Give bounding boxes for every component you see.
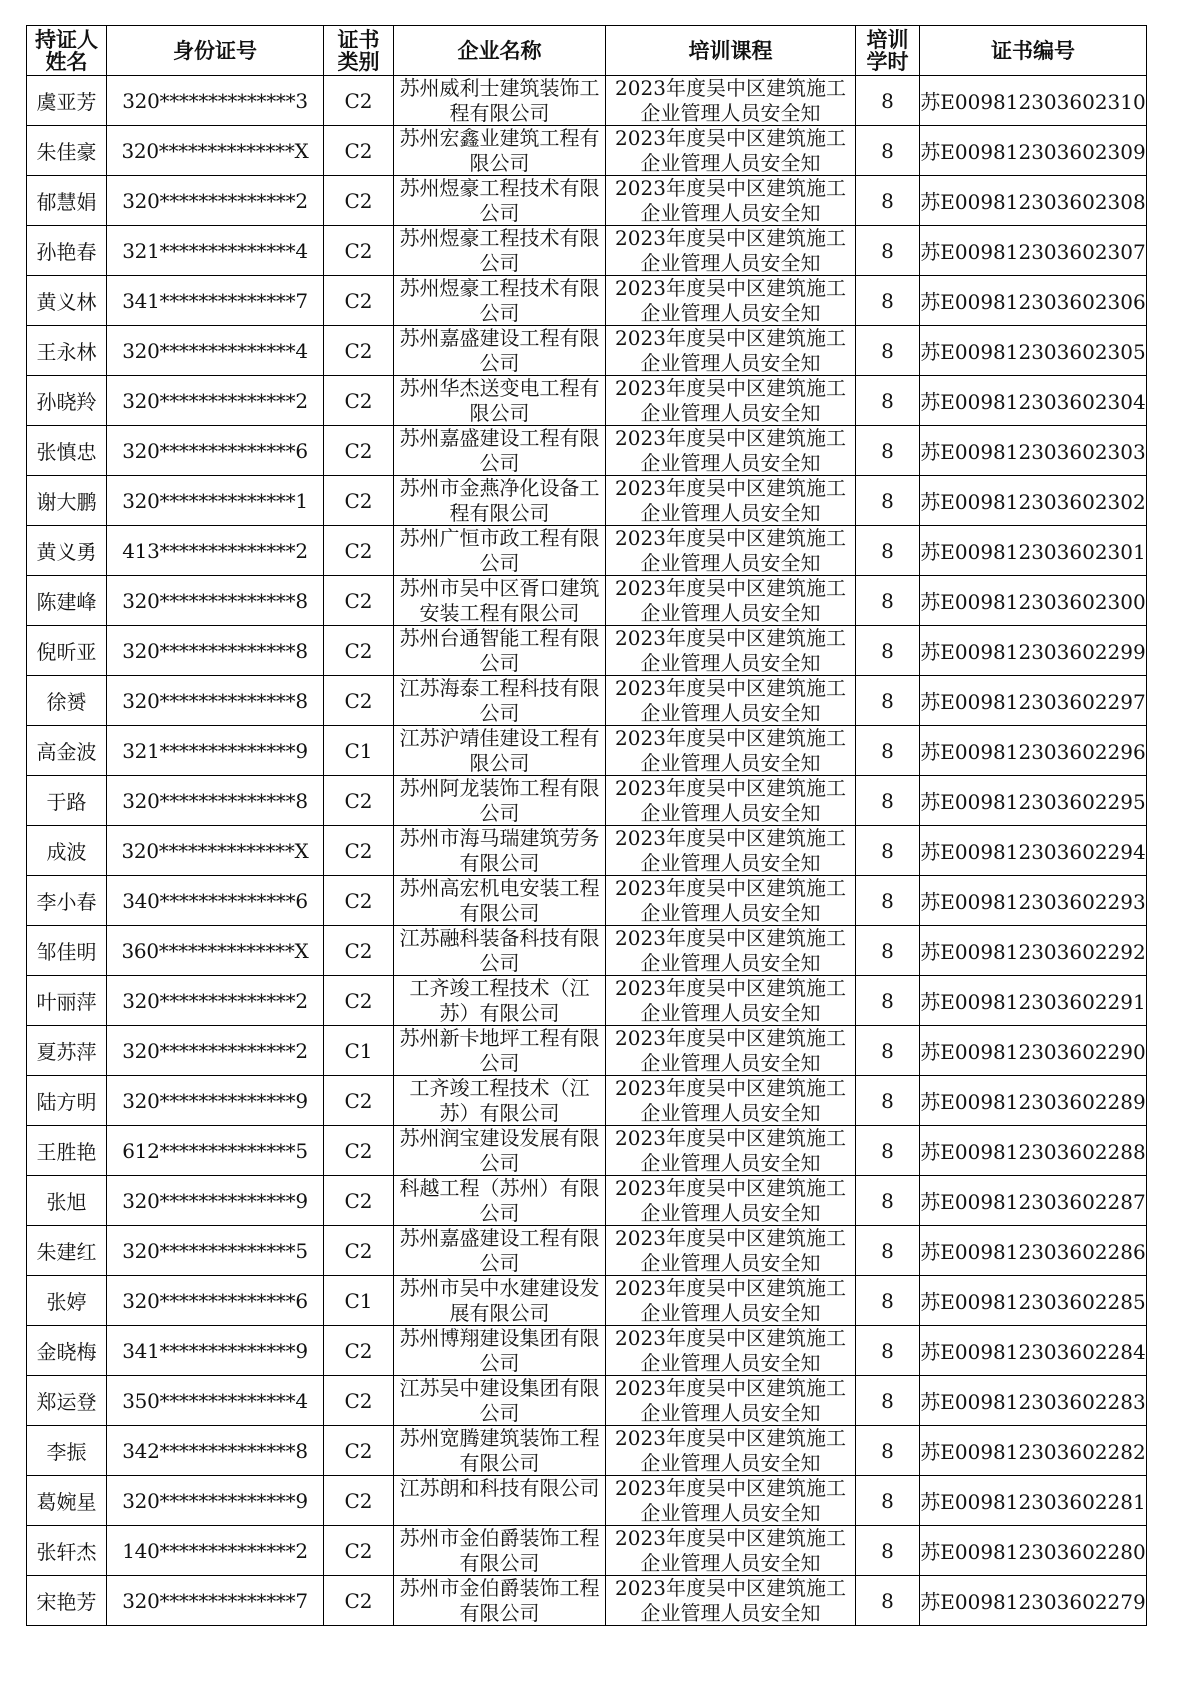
cell-company: 江苏沪靖佳建设工程有限公司 [394, 726, 606, 776]
cell-hours: 8 [856, 526, 920, 576]
table-row [27, 1526, 1147, 1576]
cell-id: 413**************2 [107, 526, 324, 576]
cell-id: 341**************7 [107, 276, 324, 326]
cell-name: 王胜艳 [27, 1126, 107, 1176]
table-row [27, 1376, 1147, 1426]
header-row [27, 26, 1147, 76]
table-row [27, 376, 1147, 426]
cell-course: 2023年度吴中区建筑施工企业管理人员安全知 [606, 1476, 856, 1526]
cell-cert: 苏E009812303602309 [920, 126, 1147, 176]
cell-hours: 8 [856, 826, 920, 876]
cell-course: 2023年度吴中区建筑施工企业管理人员安全知 [606, 576, 856, 626]
cell-cert: 苏E009812303602291 [920, 976, 1147, 1026]
cell-id: 320**************6 [107, 1276, 324, 1326]
cell-name: 张旭 [27, 1176, 107, 1226]
cell-company: 苏州市金燕净化设备工程有限公司 [394, 476, 606, 526]
cell-course: 2023年度吴中区建筑施工企业管理人员安全知 [606, 276, 856, 326]
cell-id: 320**************2 [107, 976, 324, 1026]
cell-company: 工齐竣工程技术（江苏）有限公司 [394, 1076, 606, 1126]
table-row [27, 826, 1147, 876]
cell-category: C2 [324, 1226, 394, 1276]
cell-company: 江苏海泰工程科技有限公司 [394, 676, 606, 726]
cell-cert: 苏E009812303602296 [920, 726, 1147, 776]
cell-hours: 8 [856, 776, 920, 826]
table-row [27, 226, 1147, 276]
cell-course: 2023年度吴中区建筑施工企业管理人员安全知 [606, 1176, 856, 1226]
cell-cert: 苏E009812303602284 [920, 1326, 1147, 1376]
cell-id: 320**************8 [107, 626, 324, 676]
cell-course: 2023年度吴中区建筑施工企业管理人员安全知 [606, 526, 856, 576]
cell-name: 张轩杰 [27, 1526, 107, 1576]
cell-name: 高金波 [27, 726, 107, 776]
cell-course: 2023年度吴中区建筑施工企业管理人员安全知 [606, 1226, 856, 1276]
cell-cert: 苏E009812303602283 [920, 1376, 1147, 1426]
table-row [27, 1126, 1147, 1176]
cell-name: 邹佳明 [27, 926, 107, 976]
table-row [27, 1226, 1147, 1276]
cell-category: C2 [324, 1076, 394, 1126]
cell-hours: 8 [856, 1526, 920, 1576]
cell-company: 江苏吴中建设集团有限公司 [394, 1376, 606, 1426]
cell-course: 2023年度吴中区建筑施工企业管理人员安全知 [606, 1326, 856, 1376]
table-row [27, 926, 1147, 976]
cell-company: 苏州广恒市政工程有限公司 [394, 526, 606, 576]
cell-id: 320**************2 [107, 1026, 324, 1076]
cell-company: 苏州博翔建设集团有限公司 [394, 1326, 606, 1376]
cell-company: 苏州市金伯爵装饰工程有限公司 [394, 1526, 606, 1576]
cell-course: 2023年度吴中区建筑施工企业管理人员安全知 [606, 126, 856, 176]
cell-course: 2023年度吴中区建筑施工企业管理人员安全知 [606, 1276, 856, 1326]
cell-course: 2023年度吴中区建筑施工企业管理人员安全知 [606, 426, 856, 476]
cell-category: C2 [324, 426, 394, 476]
cell-hours: 8 [856, 576, 920, 626]
cell-hours: 8 [856, 1326, 920, 1376]
cell-category: C1 [324, 1026, 394, 1076]
cell-hours: 8 [856, 226, 920, 276]
cell-cert: 苏E009812303602304 [920, 376, 1147, 426]
cell-id: 321**************4 [107, 226, 324, 276]
cell-cert: 苏E009812303602289 [920, 1076, 1147, 1126]
cell-company: 苏州宏鑫业建筑工程有限公司 [394, 126, 606, 176]
table-row [27, 1176, 1147, 1226]
cell-id: 320**************2 [107, 376, 324, 426]
cell-course: 2023年度吴中区建筑施工企业管理人员安全知 [606, 726, 856, 776]
table-row [27, 526, 1147, 576]
cell-category: C2 [324, 526, 394, 576]
cell-id: 320**************1 [107, 476, 324, 526]
cell-name: 金晓梅 [27, 1326, 107, 1376]
table-row [27, 426, 1147, 476]
cell-category: C2 [324, 676, 394, 726]
table-row [27, 676, 1147, 726]
cell-hours: 8 [856, 1376, 920, 1426]
header-cert: 证书编号 [920, 26, 1147, 76]
cell-category: C2 [324, 326, 394, 376]
cell-hours: 8 [856, 1426, 920, 1476]
cell-id: 320**************2 [107, 176, 324, 226]
cell-company: 工齐竣工程技术（江苏）有限公司 [394, 976, 606, 1026]
header-name: 持证人姓名 [27, 26, 107, 76]
table-row [27, 1276, 1147, 1326]
cell-id: 350**************4 [107, 1376, 324, 1426]
cell-cert: 苏E009812303602286 [920, 1226, 1147, 1276]
cell-hours: 8 [856, 1126, 920, 1176]
table-header [27, 26, 1147, 76]
table-row [27, 1326, 1147, 1376]
cell-hours: 8 [856, 176, 920, 226]
table-row [27, 176, 1147, 226]
cell-company: 江苏融科装备科技有限公司 [394, 926, 606, 976]
cell-name: 李小春 [27, 876, 107, 926]
cell-name: 李振 [27, 1426, 107, 1476]
cell-course: 2023年度吴中区建筑施工企业管理人员安全知 [606, 976, 856, 1026]
cell-name: 孙艳春 [27, 226, 107, 276]
cell-id: 320**************8 [107, 576, 324, 626]
cell-cert: 苏E009812303602307 [920, 226, 1147, 276]
cell-cert: 苏E009812303602292 [920, 926, 1147, 976]
table-row [27, 326, 1147, 376]
cell-category: C2 [324, 1476, 394, 1526]
cell-cert: 苏E009812303602293 [920, 876, 1147, 926]
cell-hours: 8 [856, 726, 920, 776]
table-row [27, 776, 1147, 826]
cell-cert: 苏E009812303602295 [920, 776, 1147, 826]
cell-cert: 苏E009812303602306 [920, 276, 1147, 326]
cell-name: 成波 [27, 826, 107, 876]
table-row [27, 1026, 1147, 1076]
cell-category: C2 [324, 1526, 394, 1576]
cell-id: 140**************2 [107, 1526, 324, 1576]
cell-cert: 苏E009812303602285 [920, 1276, 1147, 1326]
cell-course: 2023年度吴中区建筑施工企业管理人员安全知 [606, 326, 856, 376]
cell-cert: 苏E009812303602279 [920, 1576, 1147, 1626]
cell-company: 苏州高宏机电安装工程有限公司 [394, 876, 606, 926]
cell-cert: 苏E009812303602302 [920, 476, 1147, 526]
cell-course: 2023年度吴中区建筑施工企业管理人员安全知 [606, 926, 856, 976]
header-hours: 培训学时 [856, 26, 920, 76]
cell-cert: 苏E009812303602288 [920, 1126, 1147, 1176]
cell-course: 2023年度吴中区建筑施工企业管理人员安全知 [606, 1426, 856, 1476]
cell-name: 夏苏萍 [27, 1026, 107, 1076]
cell-category: C2 [324, 1176, 394, 1226]
cell-category: C2 [324, 76, 394, 126]
cell-hours: 8 [856, 1576, 920, 1626]
cell-id: 340**************6 [107, 876, 324, 926]
cell-name: 叶丽萍 [27, 976, 107, 1026]
cell-id: 320**************6 [107, 426, 324, 476]
cell-category: C2 [324, 926, 394, 976]
cell-name: 于路 [27, 776, 107, 826]
cell-category: C2 [324, 376, 394, 426]
cell-cert: 苏E009812303602303 [920, 426, 1147, 476]
cell-course: 2023年度吴中区建筑施工企业管理人员安全知 [606, 476, 856, 526]
cell-name: 朱佳豪 [27, 126, 107, 176]
cell-company: 苏州煜豪工程技术有限公司 [394, 226, 606, 276]
cell-company: 苏州宽腾建筑装饰工程有限公司 [394, 1426, 606, 1476]
cell-hours: 8 [856, 1176, 920, 1226]
cell-category: C2 [324, 876, 394, 926]
cell-hours: 8 [856, 676, 920, 726]
cell-id: 612**************5 [107, 1126, 324, 1176]
table-row [27, 626, 1147, 676]
table-row [27, 1476, 1147, 1526]
cell-company: 苏州阿龙装饰工程有限公司 [394, 776, 606, 826]
table-row [27, 1426, 1147, 1476]
cell-hours: 8 [856, 476, 920, 526]
cell-name: 郑运登 [27, 1376, 107, 1426]
cell-cert: 苏E009812303602282 [920, 1426, 1147, 1476]
cell-name: 王永林 [27, 326, 107, 376]
cell-hours: 8 [856, 126, 920, 176]
cell-name: 虞亚芳 [27, 76, 107, 126]
cell-course: 2023年度吴中区建筑施工企业管理人员安全知 [606, 1376, 856, 1426]
cell-name: 葛婉星 [27, 1476, 107, 1526]
cell-cert: 苏E009812303602280 [920, 1526, 1147, 1576]
table-row [27, 1076, 1147, 1126]
cell-cert: 苏E009812303602310 [920, 76, 1147, 126]
cell-name: 谢大鹏 [27, 476, 107, 526]
cell-course: 2023年度吴中区建筑施工企业管理人员安全知 [606, 826, 856, 876]
cell-company: 苏州台通智能工程有限公司 [394, 626, 606, 676]
cell-category: C2 [324, 1576, 394, 1626]
cell-course: 2023年度吴中区建筑施工企业管理人员安全知 [606, 1076, 856, 1126]
cell-category: C2 [324, 276, 394, 326]
cell-cert: 苏E009812303602290 [920, 1026, 1147, 1076]
cell-id: 321**************9 [107, 726, 324, 776]
header-category: 证书类别 [324, 26, 394, 76]
cell-name: 孙晓羚 [27, 376, 107, 426]
cell-id: 320**************9 [107, 1076, 324, 1126]
cell-company: 苏州市金伯爵装饰工程有限公司 [394, 1576, 606, 1626]
cell-hours: 8 [856, 326, 920, 376]
header-id: 身份证号 [107, 26, 324, 76]
cell-cert: 苏E009812303602294 [920, 826, 1147, 876]
cell-company: 苏州嘉盛建设工程有限公司 [394, 426, 606, 476]
cell-category: C2 [324, 176, 394, 226]
cell-category: C2 [324, 626, 394, 676]
cell-id: 360**************X [107, 926, 324, 976]
cell-category: C2 [324, 1126, 394, 1176]
cell-hours: 8 [856, 276, 920, 326]
cell-id: 342**************8 [107, 1426, 324, 1476]
cell-category: C2 [324, 1376, 394, 1426]
cell-course: 2023年度吴中区建筑施工企业管理人员安全知 [606, 1526, 856, 1576]
cell-course: 2023年度吴中区建筑施工企业管理人员安全知 [606, 776, 856, 826]
cell-company: 苏州华杰送变电工程有限公司 [394, 376, 606, 426]
cell-hours: 8 [856, 376, 920, 426]
cell-name: 张慎忠 [27, 426, 107, 476]
cell-category: C2 [324, 226, 394, 276]
cell-course: 2023年度吴中区建筑施工企业管理人员安全知 [606, 226, 856, 276]
cell-hours: 8 [856, 926, 920, 976]
table-row [27, 976, 1147, 1026]
cell-company: 苏州嘉盛建设工程有限公司 [394, 326, 606, 376]
cell-hours: 8 [856, 1076, 920, 1126]
cell-name: 宋艳芳 [27, 1576, 107, 1626]
cell-course: 2023年度吴中区建筑施工企业管理人员安全知 [606, 176, 856, 226]
cell-name: 张婷 [27, 1276, 107, 1326]
table-body [27, 76, 1147, 1626]
cell-id: 320**************5 [107, 1226, 324, 1276]
cell-category: C2 [324, 476, 394, 526]
cell-hours: 8 [856, 626, 920, 676]
cell-company: 苏州润宝建设发展有限公司 [394, 1126, 606, 1176]
cell-cert: 苏E009812303602287 [920, 1176, 1147, 1226]
cell-id: 320**************X [107, 826, 324, 876]
cell-cert: 苏E009812303602297 [920, 676, 1147, 726]
table-row [27, 276, 1147, 326]
cell-category: C2 [324, 1426, 394, 1476]
cell-hours: 8 [856, 76, 920, 126]
cell-company: 苏州威利士建筑装饰工程有限公司 [394, 76, 606, 126]
cell-company: 科越工程（苏州）有限公司 [394, 1176, 606, 1226]
cell-category: C2 [324, 126, 394, 176]
cell-cert: 苏E009812303602305 [920, 326, 1147, 376]
cell-name: 倪昕亚 [27, 626, 107, 676]
cell-cert: 苏E009812303602300 [920, 576, 1147, 626]
cell-cert: 苏E009812303602281 [920, 1476, 1147, 1526]
table-row [27, 76, 1147, 126]
cell-company: 苏州市吴中区胥口建筑安装工程有限公司 [394, 576, 606, 626]
cell-company: 苏州煜豪工程技术有限公司 [394, 176, 606, 226]
cell-hours: 8 [856, 976, 920, 1026]
cell-id: 320**************3 [107, 76, 324, 126]
table-row [27, 476, 1147, 526]
cell-id: 320**************4 [107, 326, 324, 376]
cell-id: 320**************X [107, 126, 324, 176]
table-row [27, 126, 1147, 176]
cell-name: 黄义林 [27, 276, 107, 326]
table-row [27, 1576, 1147, 1626]
cell-course: 2023年度吴中区建筑施工企业管理人员安全知 [606, 1126, 856, 1176]
cell-id: 341**************9 [107, 1326, 324, 1376]
cell-category: C1 [324, 726, 394, 776]
header-company: 企业名称 [394, 26, 606, 76]
cell-hours: 8 [856, 426, 920, 476]
cell-name: 郁慧娟 [27, 176, 107, 226]
cell-category: C2 [324, 976, 394, 1026]
cell-course: 2023年度吴中区建筑施工企业管理人员安全知 [606, 676, 856, 726]
cell-hours: 8 [856, 1226, 920, 1276]
cell-course: 2023年度吴中区建筑施工企业管理人员安全知 [606, 1576, 856, 1626]
cell-id: 320**************8 [107, 676, 324, 726]
cell-course: 2023年度吴中区建筑施工企业管理人员安全知 [606, 76, 856, 126]
cell-hours: 8 [856, 1476, 920, 1526]
table-row [27, 726, 1147, 776]
cell-id: 320**************8 [107, 776, 324, 826]
table-row [27, 576, 1147, 626]
cell-cert: 苏E009812303602299 [920, 626, 1147, 676]
cell-course: 2023年度吴中区建筑施工企业管理人员安全知 [606, 876, 856, 926]
cell-cert: 苏E009812303602301 [920, 526, 1147, 576]
cell-course: 2023年度吴中区建筑施工企业管理人员安全知 [606, 1026, 856, 1076]
cell-name: 徐赟 [27, 676, 107, 726]
cell-company: 江苏朗和科技有限公司 [394, 1476, 606, 1526]
cell-course: 2023年度吴中区建筑施工企业管理人员安全知 [606, 626, 856, 676]
cell-name: 陈建峰 [27, 576, 107, 626]
cell-company: 苏州市海马瑞建筑劳务有限公司 [394, 826, 606, 876]
cell-name: 黄义勇 [27, 526, 107, 576]
cell-category: C2 [324, 826, 394, 876]
cell-company: 苏州煜豪工程技术有限公司 [394, 276, 606, 326]
cell-category: C1 [324, 1276, 394, 1326]
cell-name: 朱建红 [27, 1226, 107, 1276]
cell-name: 陆方明 [27, 1076, 107, 1126]
cell-hours: 8 [856, 876, 920, 926]
cell-cert: 苏E009812303602308 [920, 176, 1147, 226]
certificate-table [26, 25, 1147, 1626]
cell-id: 320**************9 [107, 1476, 324, 1526]
cell-course: 2023年度吴中区建筑施工企业管理人员安全知 [606, 376, 856, 426]
header-course: 培训课程 [606, 26, 856, 76]
cell-company: 苏州嘉盛建设工程有限公司 [394, 1226, 606, 1276]
cell-category: C2 [324, 576, 394, 626]
cell-category: C2 [324, 776, 394, 826]
table-row [27, 876, 1147, 926]
cell-hours: 8 [856, 1276, 920, 1326]
cell-company: 苏州新卡地坪工程有限公司 [394, 1026, 606, 1076]
cell-company: 苏州市吴中水建建设发展有限公司 [394, 1276, 606, 1326]
cell-id: 320**************7 [107, 1576, 324, 1626]
cell-hours: 8 [856, 1026, 920, 1076]
cell-id: 320**************9 [107, 1176, 324, 1226]
cell-category: C2 [324, 1326, 394, 1376]
